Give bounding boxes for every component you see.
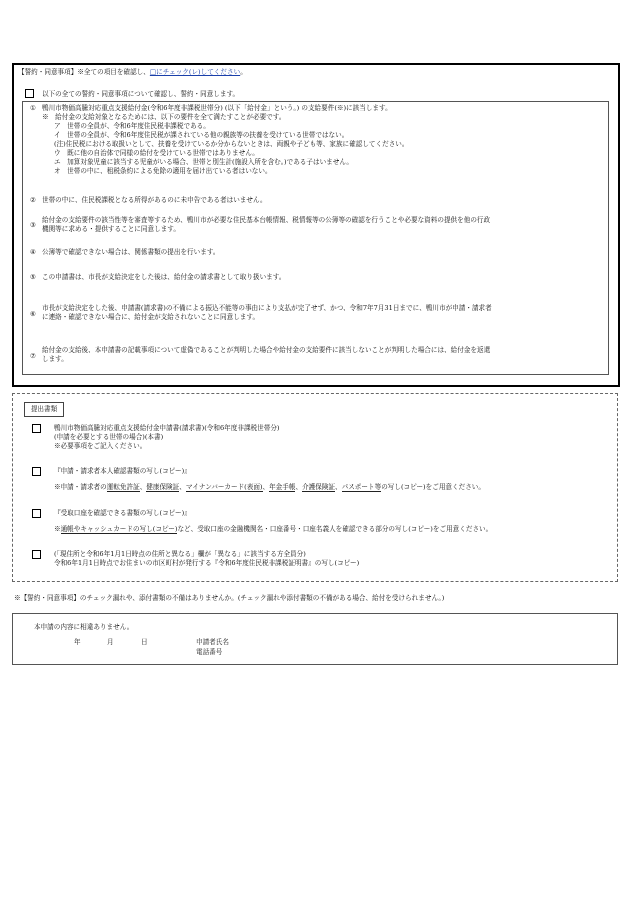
condition-u: ウ 既に他の自治体で同様の給付を受けている世帯ではありません。 <box>54 149 259 157</box>
date-month-label: 月 <box>107 638 114 646</box>
id-mynumber-card: マイナンバーカード(表面) <box>185 483 263 491</box>
doc-3-note-post: など、受取口座の金融機関名・口座番号・口座名義人を確認できる部分の写し(コピー)をご用意ください。 <box>177 525 493 533</box>
agree-all-checkbox[interactable] <box>25 89 34 98</box>
date-day-label: 日 <box>141 638 148 646</box>
doc-1-title: 鴨川市物価高騰対応重点支援給付金申請書(請求書)(令和6年度非課税世帯分) <box>54 424 280 432</box>
id-drivers-license: 運転免許証 <box>106 483 140 491</box>
consent-item-4: 公簿等で確認できない場合は、関係書類の提出を行います。 <box>42 248 220 256</box>
condition-e: エ 加算対象児童に該当する児童がいる場合、世帯と別生計(施設入所を含む。)である子はいません。 <box>54 158 353 166</box>
consent-item-4-number: ④ <box>30 248 36 256</box>
consent-item-1 <box>42 104 408 176</box>
condition-o: オ 世帯の中に、租税条約による免除の適用を届け出ている者はいない。 <box>54 167 272 175</box>
consent-item-3-line-2: 機関等に求める・提供することに同意します。 <box>42 225 180 233</box>
condition-note: (注)住民税における取扱いとして、扶養を受けているか分からないときは、両親や子ども等、家族に確認してください。 <box>54 140 409 148</box>
doc-4 <box>54 550 359 568</box>
agree-all-label: 以下の全ての誓約・同意事項について確認し、誓約・同意します。 <box>42 90 240 98</box>
doc-2-note <box>54 483 485 492</box>
doc-1-note: ※必要事項をご記入ください。 <box>54 442 147 450</box>
doc-1-checkbox[interactable] <box>32 424 41 433</box>
consent-item-3 <box>42 216 490 234</box>
doc-3-note <box>54 525 492 534</box>
sep: 、 <box>139 483 147 491</box>
confirm-text: 本申請の内容に相違ありません。 <box>34 623 134 631</box>
consent-header <box>18 68 247 77</box>
consent-header-instruction: □にチェック(レ)してください <box>149 68 241 76</box>
consent-item-5-number: ⑤ <box>30 273 36 281</box>
id-passport: パスポート等 <box>341 483 382 491</box>
doc-1 <box>54 424 279 451</box>
consent-item-6 <box>42 304 492 322</box>
signature-section <box>12 613 618 665</box>
consent-item-1-text: 鴨川市物価高騰対応重点支援給付金(令和6年度非課税世帯分) (以下「給付金」という。) の支給要件(※)に該当します。 <box>42 104 392 112</box>
consent-item-7 <box>42 346 490 364</box>
consent-item-6-line-2: に連絡・確認できない場合に、給付金が支給されないことに同意します。 <box>42 313 260 321</box>
doc-4-title: 令和6年1月1日時点でお住まいの市区町村が発行する『令和6年度住民税非課税証明書』の写し(コピー) <box>54 559 360 567</box>
date-year-label: 年 <box>74 638 81 646</box>
phone-label: 電話番号 <box>196 648 223 656</box>
id-health-insurance: 健康保険証 <box>146 483 180 491</box>
consent-header-text: 【誓約・同意事項】※全ての項目を確認し、 <box>18 68 150 76</box>
doc-3-note-pre: ※ <box>54 525 61 533</box>
consent-header-end: 。 <box>240 68 247 76</box>
sep: 、 <box>262 483 270 491</box>
doc-3-title: 『受取口座を確認できる書類の写し(コピー)』 <box>54 509 191 517</box>
consent-item-6-line-1: 市長が支給決定をした後、申請書(請求書)の不備による振込不能等の事由により支払が完了せず、かつ、令和7年7月31日までに、鴨川市が申請・請求者 <box>42 304 492 312</box>
consent-item-6-number: ⑥ <box>30 310 36 318</box>
doc-1-condition: (申請を必要とする世帯の場合)(本書) <box>54 433 164 441</box>
sep: 、 <box>179 483 186 491</box>
doc-4-checkbox[interactable] <box>32 550 41 559</box>
sep: 、 <box>335 483 342 491</box>
consent-item-2: 世帯の中に、住民税課税となる所得があるのに未申告である者はいません。 <box>42 196 267 204</box>
sep: 、 <box>295 483 303 491</box>
doc-2-checkbox[interactable] <box>32 467 41 476</box>
consent-item-5: この申請書は、市長が支給決定をした後は、給付金の請求書として取り扱います。 <box>42 273 286 281</box>
applicant-name-label: 申請者氏名 <box>196 638 229 646</box>
consent-item-7-number: ⑦ <box>30 352 36 360</box>
condition-a: ア 世帯の全員が、令和6年度住民税非課税である。 <box>54 122 210 130</box>
doc-2 <box>54 467 485 492</box>
doc-3 <box>54 509 492 534</box>
doc-4-condition: (「現住所と令和6年1月1日時点の住所と異なる」欄が「異なる」に該当する方全員分) <box>54 550 306 558</box>
consent-item-7-line-1: 給付金の支給後、本申請書の記載事項について虚偽であることが判明した場合や給付金の支給要件に該当しないことが判明した場合には、給付金を返還 <box>42 346 491 354</box>
condition-i: イ 世帯の全員が、令和6年度住民税が課されている他の親族等の扶養を受けている世帯ではない。 <box>54 131 349 139</box>
consent-item-1-note: ※ 給付金の支給対象となるためには、以下の要件を全て満たすことが必要です。 <box>42 113 286 121</box>
consent-item-1-number: ① <box>30 104 36 112</box>
consent-item-3-number: ③ <box>30 221 36 229</box>
doc-2-note-post: の写し(コピー)をご用意ください。 <box>381 483 485 491</box>
consent-item-3-line-1: 給付金の支給要件の該当性等を審査等するため、鴨川市が必要な住民基本台帳情報、税情報等の公簿等の確認を行うことや必要な資料の提供を他の行政 <box>42 216 491 224</box>
doc-2-note-pre: ※申請・請求者の <box>54 483 107 491</box>
consent-item-2-number: ② <box>30 196 36 204</box>
consent-item-7-line-2: します。 <box>42 355 68 363</box>
doc-2-title: 『申請・請求者本人確認書類の写し(コピー)』 <box>54 467 191 475</box>
id-care-insurance: 介護保険証 <box>302 483 336 491</box>
check-note: ※【誓約・同意事項】のチェック漏れや、添付書類の不備はありませんか。(チェック漏れや添付書類の不備がある場合、給付を受けられません。) <box>14 594 445 602</box>
documents-title-text: 提出書類 <box>30 405 58 413</box>
id-pension-book: 年金手帳 <box>269 483 296 491</box>
documents-title <box>24 402 64 417</box>
doc-3-checkbox[interactable] <box>32 509 41 518</box>
doc-3-bankbook: 通帳やキャッシュカードの写し(コピー) <box>60 525 178 533</box>
